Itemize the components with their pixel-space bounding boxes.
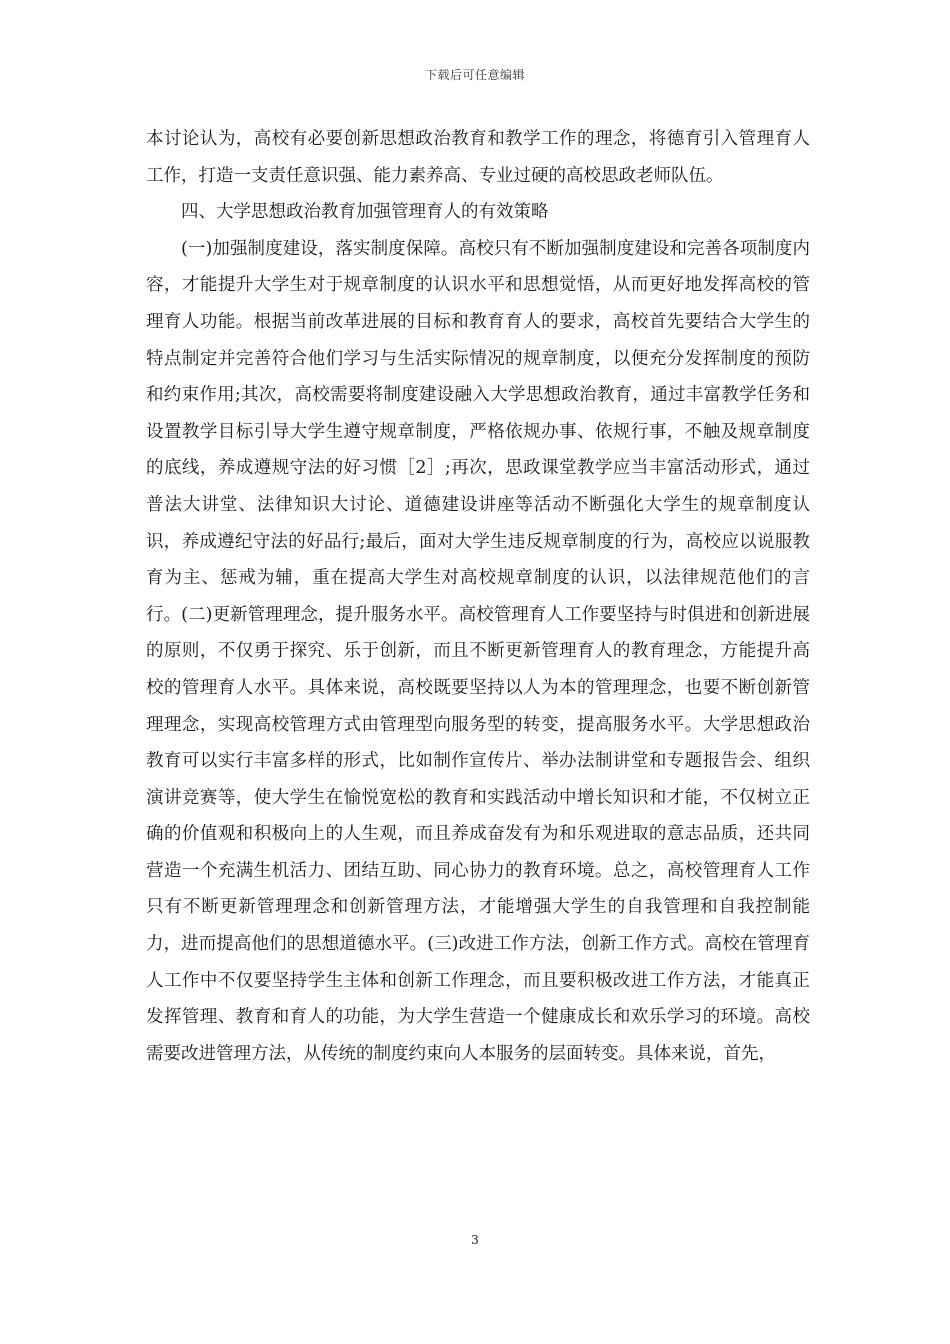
page-header: 下载后可任意编辑 (424, 68, 525, 82)
paragraph-strategies: (一)加强制度建设，落实制度保障。高校只有不断加强制度建设和完善各项制度内容，才能提升大学生对于规章制度的认识水平和思想觉悟，从而更好地发挥高校的管理育人功能。根据当前改革进展的目标和教育育人的要求，高校首先要结合大学生的特点制定并完善符合他们学习与生活实际情况的规章制度，以便充分发挥制度的预防和约束作用;其次，高校需要将制度建设融入大学思想政治教育，通过丰富教学任务和设置教学目标引导大学生遵守规章制度，严格依规办事、依规行事，不触及规章制度的底线，养成遵规守法的好习惯［2］;再次，思政课堂教学应当丰富活动形式，通过普法大讲堂、法律知识大讨论、道德建设讲座等活动不断强化大学生的规章制度认识，养成遵纪守法的好品行;最后，面对大学生违反规章制度的行为，高校应以说服教育为主、惩戒为辅，重在提高大学生对高校规章制度的认识，以法律规范他们的言行。(二)更新管理理念，提升服务水平。高校管理育人工作要坚持与时俱进和创新进展的原则，不仅勇于探究、乐于创新，而且不断更新管理育人的教育理念，方能提升高校的管理育人水平。具体来说，高校既要坚持以人为本的管理理念，也要不断创新管理理念，实现高校管理方式由管理型向服务型的转变，提高服务水平。大学思想政治教育可以实行丰富多样的形式，比如制作宣传片、举办法制讲堂和专题报告会、组织演讲竞赛等，使大学生在愉悦宽松的教育和实践活动中增长知识和才能，不仅树立正确的价值观和积极向上的人生观，而且养成奋发有为和乐观进取的意志品质，还共同营造一个充满生机活力、团结互助、同心协力的教育环境。总之，高校管理育人工作只有不断更新管理理念和创新管理方法，才能增强大学生的自我管理和自我控制能力，进而提高他们的思想道德水平。(三)改进工作方法，创新工作方式。高校在管理育人工作中不仅要坚持学生主体和创新工作理念，而且要积极改进工作方法，才能真正发挥管理、教育和育人的功能，为大学生营造一个健康成长和欢乐学习的环境。高校需要改进管理方法，从传统的制度约束向人本服务的层面转变。具体来说，首先， (146, 238, 810, 1064)
paragraph-conclusion: 本讨论认为，高校有必要创新思想政治教育和教学工作的理念，将德育引入管理育人工作，打造一支责任意识强、能力素养高、专业过硬的高校思政老师队伍。 (146, 129, 810, 186)
page-number: 3 (471, 1233, 479, 1247)
section-heading: 四、大学思想政治教育加强管理育人的有效策略 (181, 202, 549, 223)
document-body (146, 121, 810, 1072)
